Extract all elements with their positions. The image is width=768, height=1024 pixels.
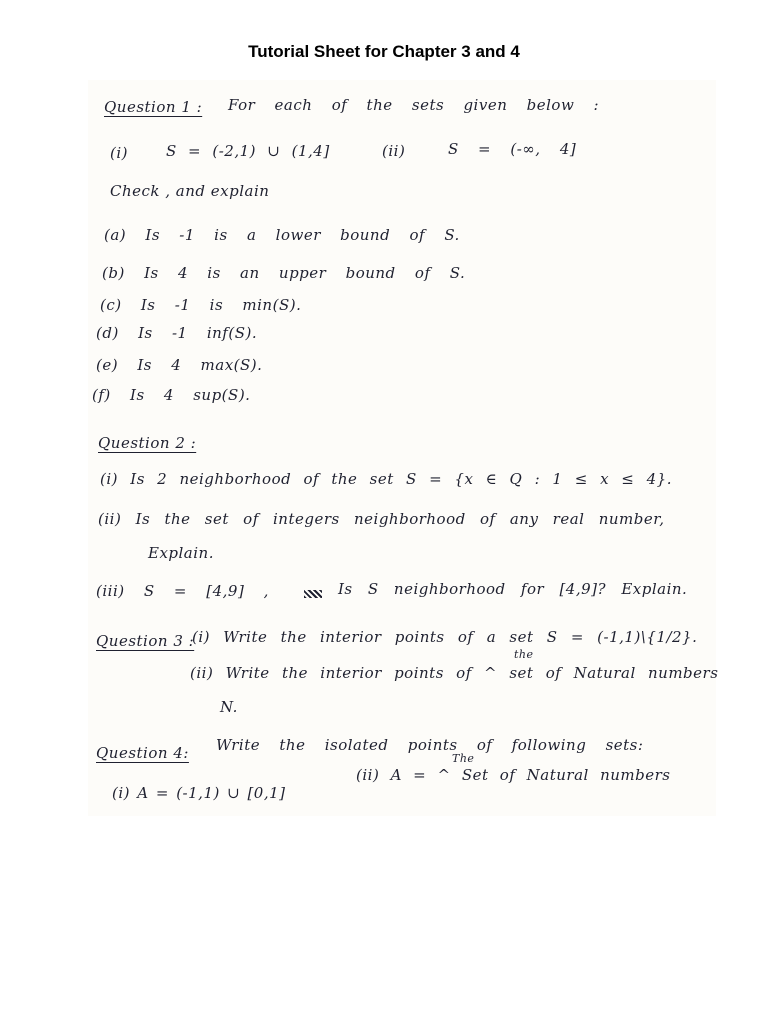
question-2-part-ii-continued: Explain.: [148, 544, 214, 562]
question-1-part-ii-set: S = (-∞, 4]: [448, 140, 577, 158]
question-1-item-c: (c) Is -1 is min(S).: [100, 296, 302, 314]
question-1-item-d: (d) Is -1 inf(S).: [96, 324, 258, 342]
question-3-part-i: (i) Write the interior points of a set S = (-1,1)\{1/2}.: [192, 628, 698, 646]
question-2-heading: Question 2 :: [98, 434, 197, 452]
question-3-heading: Question 3 :: [96, 632, 195, 650]
question-4-part-ii-insert: The: [452, 752, 475, 765]
question-4-heading: Question 4:: [96, 744, 189, 762]
question-1-intro: For each of the sets given below :: [228, 96, 600, 114]
question-1-part-ii-label: (ii): [382, 142, 406, 160]
page-title: Tutorial Sheet for Chapter 3 and 4: [248, 42, 520, 61]
question-4-part-ii: (ii) A = ^ Set of Natural numbers: [356, 766, 671, 784]
question-3-part-ii-insert: the: [514, 648, 534, 661]
question-1-part-i-label: (i): [110, 144, 129, 162]
question-2-part-iii-set: (iii) S = [4,9] ,: [96, 582, 269, 600]
question-1-item-a: (a) Is -1 is a lower bound of S.: [104, 226, 460, 244]
question-2-part-ii: (ii) Is the set of integers neighborhood of any real number,: [98, 510, 665, 528]
question-1-heading: Question 1 :: [104, 98, 203, 116]
question-4-part-i: (i) A = (-1,1) ∪ [0,1]: [112, 784, 286, 802]
question-3-part-ii: (ii) Write the interior points of ^ set of Natural numbers: [190, 664, 719, 682]
question-1-part-i-set: S = (-2,1) ∪ (1,4]: [166, 142, 330, 160]
question-2-part-iii-question: Is S neighborhood for [4,9]? Explain.: [338, 580, 688, 598]
question-3-natural-numbers-symbol: N.: [220, 698, 238, 716]
question-1-item-b: (b) Is 4 is an upper bound of S.: [102, 264, 466, 282]
question-2-part-i: (i) Is 2 neighborhood of the set S = {x ∈ Q : 1 ≤ x ≤ 4}.: [100, 470, 672, 488]
question-1-item-e: (e) Is 4 max(S).: [96, 356, 263, 374]
question-1-item-f: (f) Is 4 sup(S).: [92, 386, 251, 404]
question-4-intro: Write the isolated points of following sets:: [216, 736, 644, 754]
crossed-out-scribble: [304, 584, 322, 602]
scanned-handwritten-page: [88, 80, 719, 816]
question-1-instruction: Check , and explain: [110, 182, 270, 200]
